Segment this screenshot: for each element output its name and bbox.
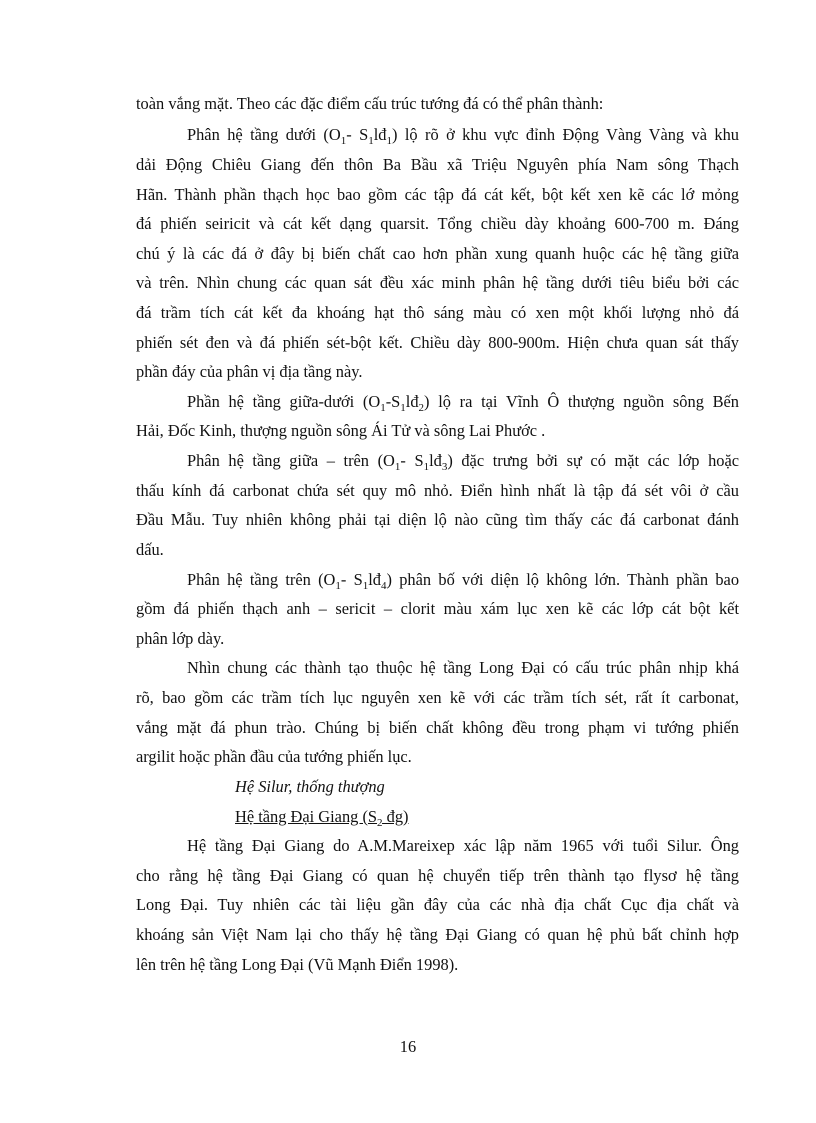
paragraph-line: phiến sét đen và đá phiến sét-bột kết. Chiều dày 800-900m. Hiện chưa quan sát thấy: [136, 333, 739, 352]
paragraph-line: khoáng sản Việt Nam lại cho thấy hệ tầng Đại Giang có quan hệ phủ bất chỉnh hợp: [136, 925, 739, 944]
paragraph-line: rõ, bao gồm các trầm tích lục nguyên xen kẽ với các trầm tích sét, rất ít carbonat,: [136, 688, 739, 707]
section-subtitle: Hệ Silur, thống thượng: [235, 777, 385, 796]
paragraph-line: chú ý là các đá ở đây bị biến chất cao hơn phần xung quanh huộc các hệ tầng giữa: [136, 244, 739, 263]
paragraph-line: lên trên hệ tầng Long Đại (Vũ Mạnh Điển 1998).: [136, 955, 459, 974]
page-number: 16: [399, 1037, 417, 1056]
paragraph-line: cho rằng hệ tầng Đại Giang có quan hệ chuyển tiếp trên thành tạo flysơ hệ tầng: [136, 866, 739, 885]
paragraph-line: Phân hệ tầng giữa – trên ($O_1-$ $S_1lđ_3$) đặc trưng bởi sự có mặt các lớp hoặc: [187, 451, 740, 473]
paragraph-line: Phần hệ tầng giữa-dưới $(O_1-S_1lđ_2)$ lộ ra tại Vĩnh Ô thượng nguồn sông Bến: [187, 392, 739, 414]
paragraph-line: dấu.: [136, 540, 164, 559]
paragraph-line: Phân hệ tầng dưới ($O_1-$ $S_1lđ_1$) lộ rõ ở khu vực đỉnh Động Vàng Vàng và khu: [187, 125, 740, 147]
paragraph-line: toàn vắng mặt. Theo các đặc điểm cấu trúc tướng đá có thể phân thành:: [136, 94, 604, 113]
paragraph-line: Hải, Đốc Kinh, thượng nguồn sông Ái Tử và sông Lai Phước .: [136, 421, 546, 440]
paragraph-line: phần đáy của phân vị địa tầng này.: [136, 362, 363, 381]
paragraph-line: Long Đại. Tuy nhiên các tài liệu gần đây của các nhà địa chất Cục địa chất và: [136, 895, 739, 914]
section-heading: Hệ tầng Đại Giang ($S_2$ đg): [235, 807, 409, 829]
paragraph-line: argilit hoặc phần đầu của tướng phiến lục.: [136, 747, 412, 766]
paragraph-line: Đầu Mẫu. Tuy nhiên không phải tại diện lộ nào cũng tìm thấy các đá carbonat đánh: [136, 510, 739, 529]
paragraph-line: và trên. Nhìn chung các quan sát đều xác minh phân hệ tầng dưới tiêu biểu bởi các: [136, 273, 739, 292]
paragraph-line: Nhìn chung các thành tạo thuộc hệ tầng Long Đại có cấu trúc phân nhịp khá: [187, 658, 739, 677]
paragraph-line: phân lớp dày.: [136, 629, 225, 648]
paragraph-line: Hãn. Thành phần thạch học bao gồm các tập đá cát kết, bột kết xen kẽ các lớ mỏng: [136, 185, 739, 204]
paragraph-line: Hệ tầng Đại Giang do A.M.Mareixep xác lập năm 1965 với tuổi Silur. Ông: [187, 836, 739, 855]
paragraph-line: vắng mặt đá phun trào. Chúng bị biến chất không đều trong phạm vi tướng phiến: [136, 718, 739, 737]
paragraph-line: thấu kính đá carbonat chứa sét quy mô nhỏ. Điển hình nhất là tập đá sét vôi ở cầu: [136, 481, 739, 500]
paragraph-line: dải Động Chiêu Giang đến thôn Ba Bầu xã Triệu Nguyên phía Nam sông Thạch: [136, 155, 739, 174]
paragraph-line: đá phiến seiricit và cát kết dạng quarsit. Tổng chiều dày khoảng 600-700 m. Đáng: [136, 214, 739, 233]
paragraph-line: đá trầm tích cát kết đa khoáng hạt thô sáng màu có xen một khối lượng nhỏ đá: [136, 303, 739, 322]
paragraph-line: Phân hệ tầng trên ($O_1-$ $S_1lđ_4$) phân bố với diện lộ không lớn. Thành phần bao: [187, 570, 740, 592]
paragraph-line: gồm đá phiến thạch anh – sericit – clorit màu xám lục xen kẽ các lớp cát bột kết: [136, 599, 739, 618]
